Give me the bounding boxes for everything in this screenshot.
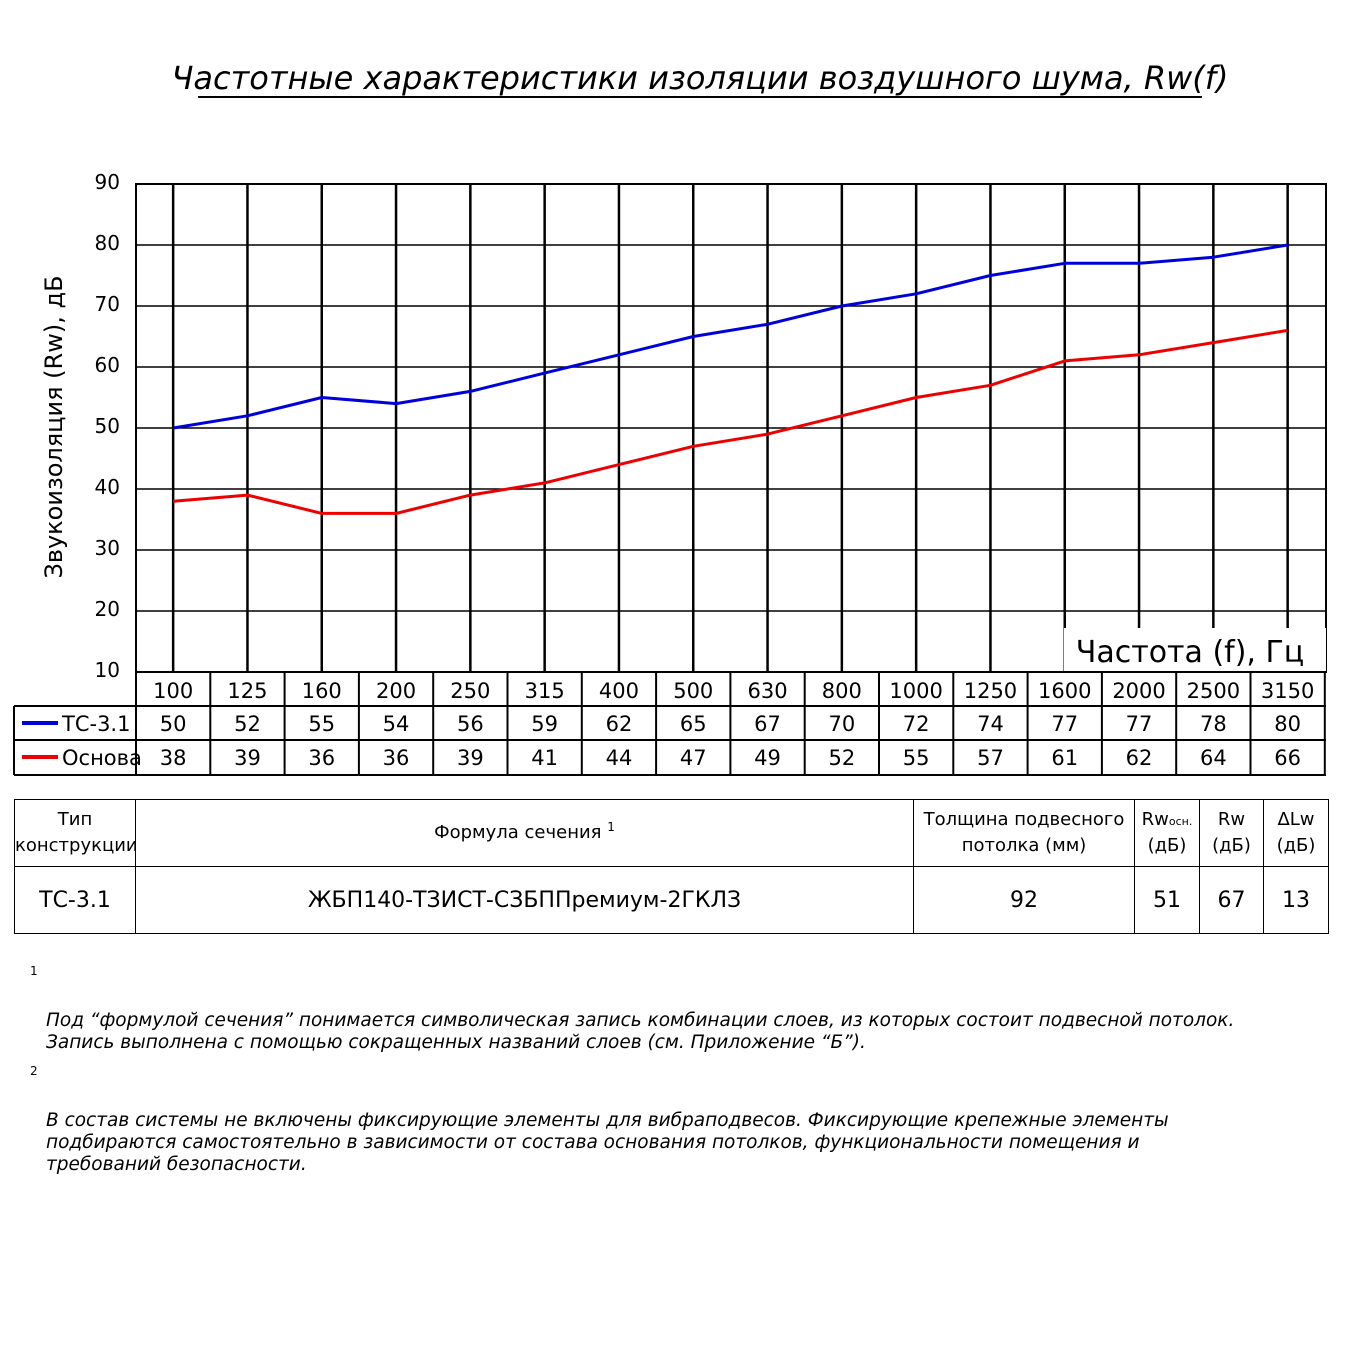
x-category-label: 500	[673, 679, 714, 703]
x-category-label: 200	[376, 679, 417, 703]
cell-formula: ЖБП140-ТЗИСТ-СЗБППремиум-2ГКЛЗ	[136, 867, 914, 934]
x-category-label: 400	[598, 679, 639, 703]
table-value: 57	[977, 746, 1004, 770]
header-type: Тип конструкции	[15, 800, 136, 867]
header-formula: Формула сечения $^1$	[136, 800, 914, 867]
table-value: 55	[308, 712, 336, 736]
x-axis-label: Частота (f), Гц	[1075, 635, 1305, 670]
table-value: 65	[679, 712, 707, 736]
table-value: 77	[1125, 712, 1153, 736]
legend-label-0: ТС-3.1	[62, 712, 131, 736]
y-tick-label: 90	[94, 170, 120, 194]
y-tick-label: 80	[94, 231, 120, 255]
table-value: 61	[1051, 746, 1079, 770]
table-value: 52	[234, 712, 261, 736]
series-line-0	[173, 245, 1287, 428]
y-tick-label: 20	[94, 597, 120, 621]
table-value: 62	[605, 712, 633, 736]
cell-rw: 67	[1200, 867, 1264, 934]
grid	[136, 184, 1326, 672]
table-value: 70	[828, 712, 856, 736]
table-value: 50	[159, 712, 187, 736]
x-category-label: 2500	[1186, 679, 1241, 703]
x-category-label: 800	[821, 679, 862, 703]
table-value: 36	[308, 746, 336, 770]
table-value: 72	[902, 712, 930, 736]
footnote-1-text: Под “формулой сечения” понимается символическая запись комбинации слоев, из которых состоит подвесной потолок. Запись выполнена с помощью сокращенных названий слоев (см. Приложение “Б”).	[46, 1010, 1235, 1053]
header-thickness: Толщина подвесного потолка (мм)	[914, 800, 1135, 867]
cell-dlw: 13	[1264, 867, 1329, 934]
chart-title: Частотные характеристики изоляции воздушного шума, Rw(f)	[171, 59, 1229, 97]
table-value: 55	[902, 746, 930, 770]
series-lines	[173, 245, 1287, 513]
table-value: 74	[977, 712, 1004, 736]
table-value: 77	[1051, 712, 1079, 736]
table-value: 39	[456, 746, 484, 770]
x-category-label: 100	[153, 679, 194, 703]
y-axis-label: Звукоизоляция (Rw), дБ	[40, 275, 68, 579]
table-value: 49	[754, 746, 781, 770]
table-value: 41	[531, 746, 559, 770]
table-value: 56	[456, 712, 484, 736]
cell-type: ТС-3.1	[15, 867, 136, 934]
table-value: 80	[1274, 712, 1302, 736]
table-value: 36	[382, 746, 410, 770]
table-value: 78	[1199, 712, 1227, 736]
y-tick-label: 30	[94, 536, 120, 560]
x-category-label: 2000	[1112, 679, 1166, 703]
header-rw-base: Rwосн. (дБ)	[1135, 800, 1200, 867]
table-value: 66	[1274, 746, 1302, 770]
series-line-1	[173, 330, 1287, 513]
x-category-label: 1600	[1038, 679, 1092, 703]
x-category-label: 630	[747, 679, 788, 703]
cell-thickness: 92	[914, 867, 1135, 934]
header-dlw: ΔLw (дБ)	[1264, 800, 1329, 867]
y-tick-label: 40	[94, 475, 120, 499]
table-value: 44	[605, 746, 633, 770]
x-axis-label-box	[1064, 628, 1326, 672]
data-table	[14, 672, 1326, 775]
footnotes	[30, 966, 1320, 1188]
footnote-1-number: 1	[30, 964, 38, 978]
x-category-label: 250	[450, 679, 491, 703]
cell-rw-base: 51	[1135, 867, 1200, 934]
y-axis-ticks	[95, 170, 120, 682]
spec-data-row	[15, 867, 1329, 934]
table-value: 38	[159, 746, 187, 770]
x-category-label: 125	[227, 679, 268, 703]
x-category-label: 315	[524, 679, 565, 703]
x-category-label: 1250	[963, 679, 1018, 703]
x-category-label: 3150	[1260, 679, 1315, 703]
table-value: 47	[679, 746, 707, 770]
footnote-2	[30, 1066, 1320, 1176]
table-value: 67	[754, 712, 781, 736]
y-tick-label: 50	[94, 414, 120, 438]
table-value: 62	[1125, 746, 1153, 770]
table-value: 54	[382, 712, 410, 736]
table-value: 52	[828, 746, 856, 770]
y-tick-label: 10	[94, 658, 120, 682]
formula-footnote-ref: 1	[607, 820, 615, 835]
x-category-label: 1000	[889, 679, 943, 703]
spec-header-row	[15, 800, 1329, 867]
footnote-2-text: В состав системы не включены фиксирующие элементы для вибраподвесов. Фиксирующие крепежные элементы подбираются самостоятельно в зависимости от состава основания потолков, функциональности помещения и требований безопасности.	[46, 1110, 1169, 1175]
legend-label-1: Основа	[62, 746, 142, 770]
spec-table	[14, 799, 1329, 934]
footnote-1	[30, 966, 1320, 1054]
header-rw: Rw (дБ)	[1200, 800, 1264, 867]
table-value: 64	[1199, 746, 1227, 770]
y-tick-label: 60	[94, 353, 120, 377]
table-value: 59	[531, 712, 559, 736]
footnote-2-number: 2	[30, 1064, 38, 1078]
y-tick-label: 70	[94, 292, 120, 316]
table-value: 39	[234, 746, 261, 770]
x-category-label: 160	[301, 679, 342, 703]
